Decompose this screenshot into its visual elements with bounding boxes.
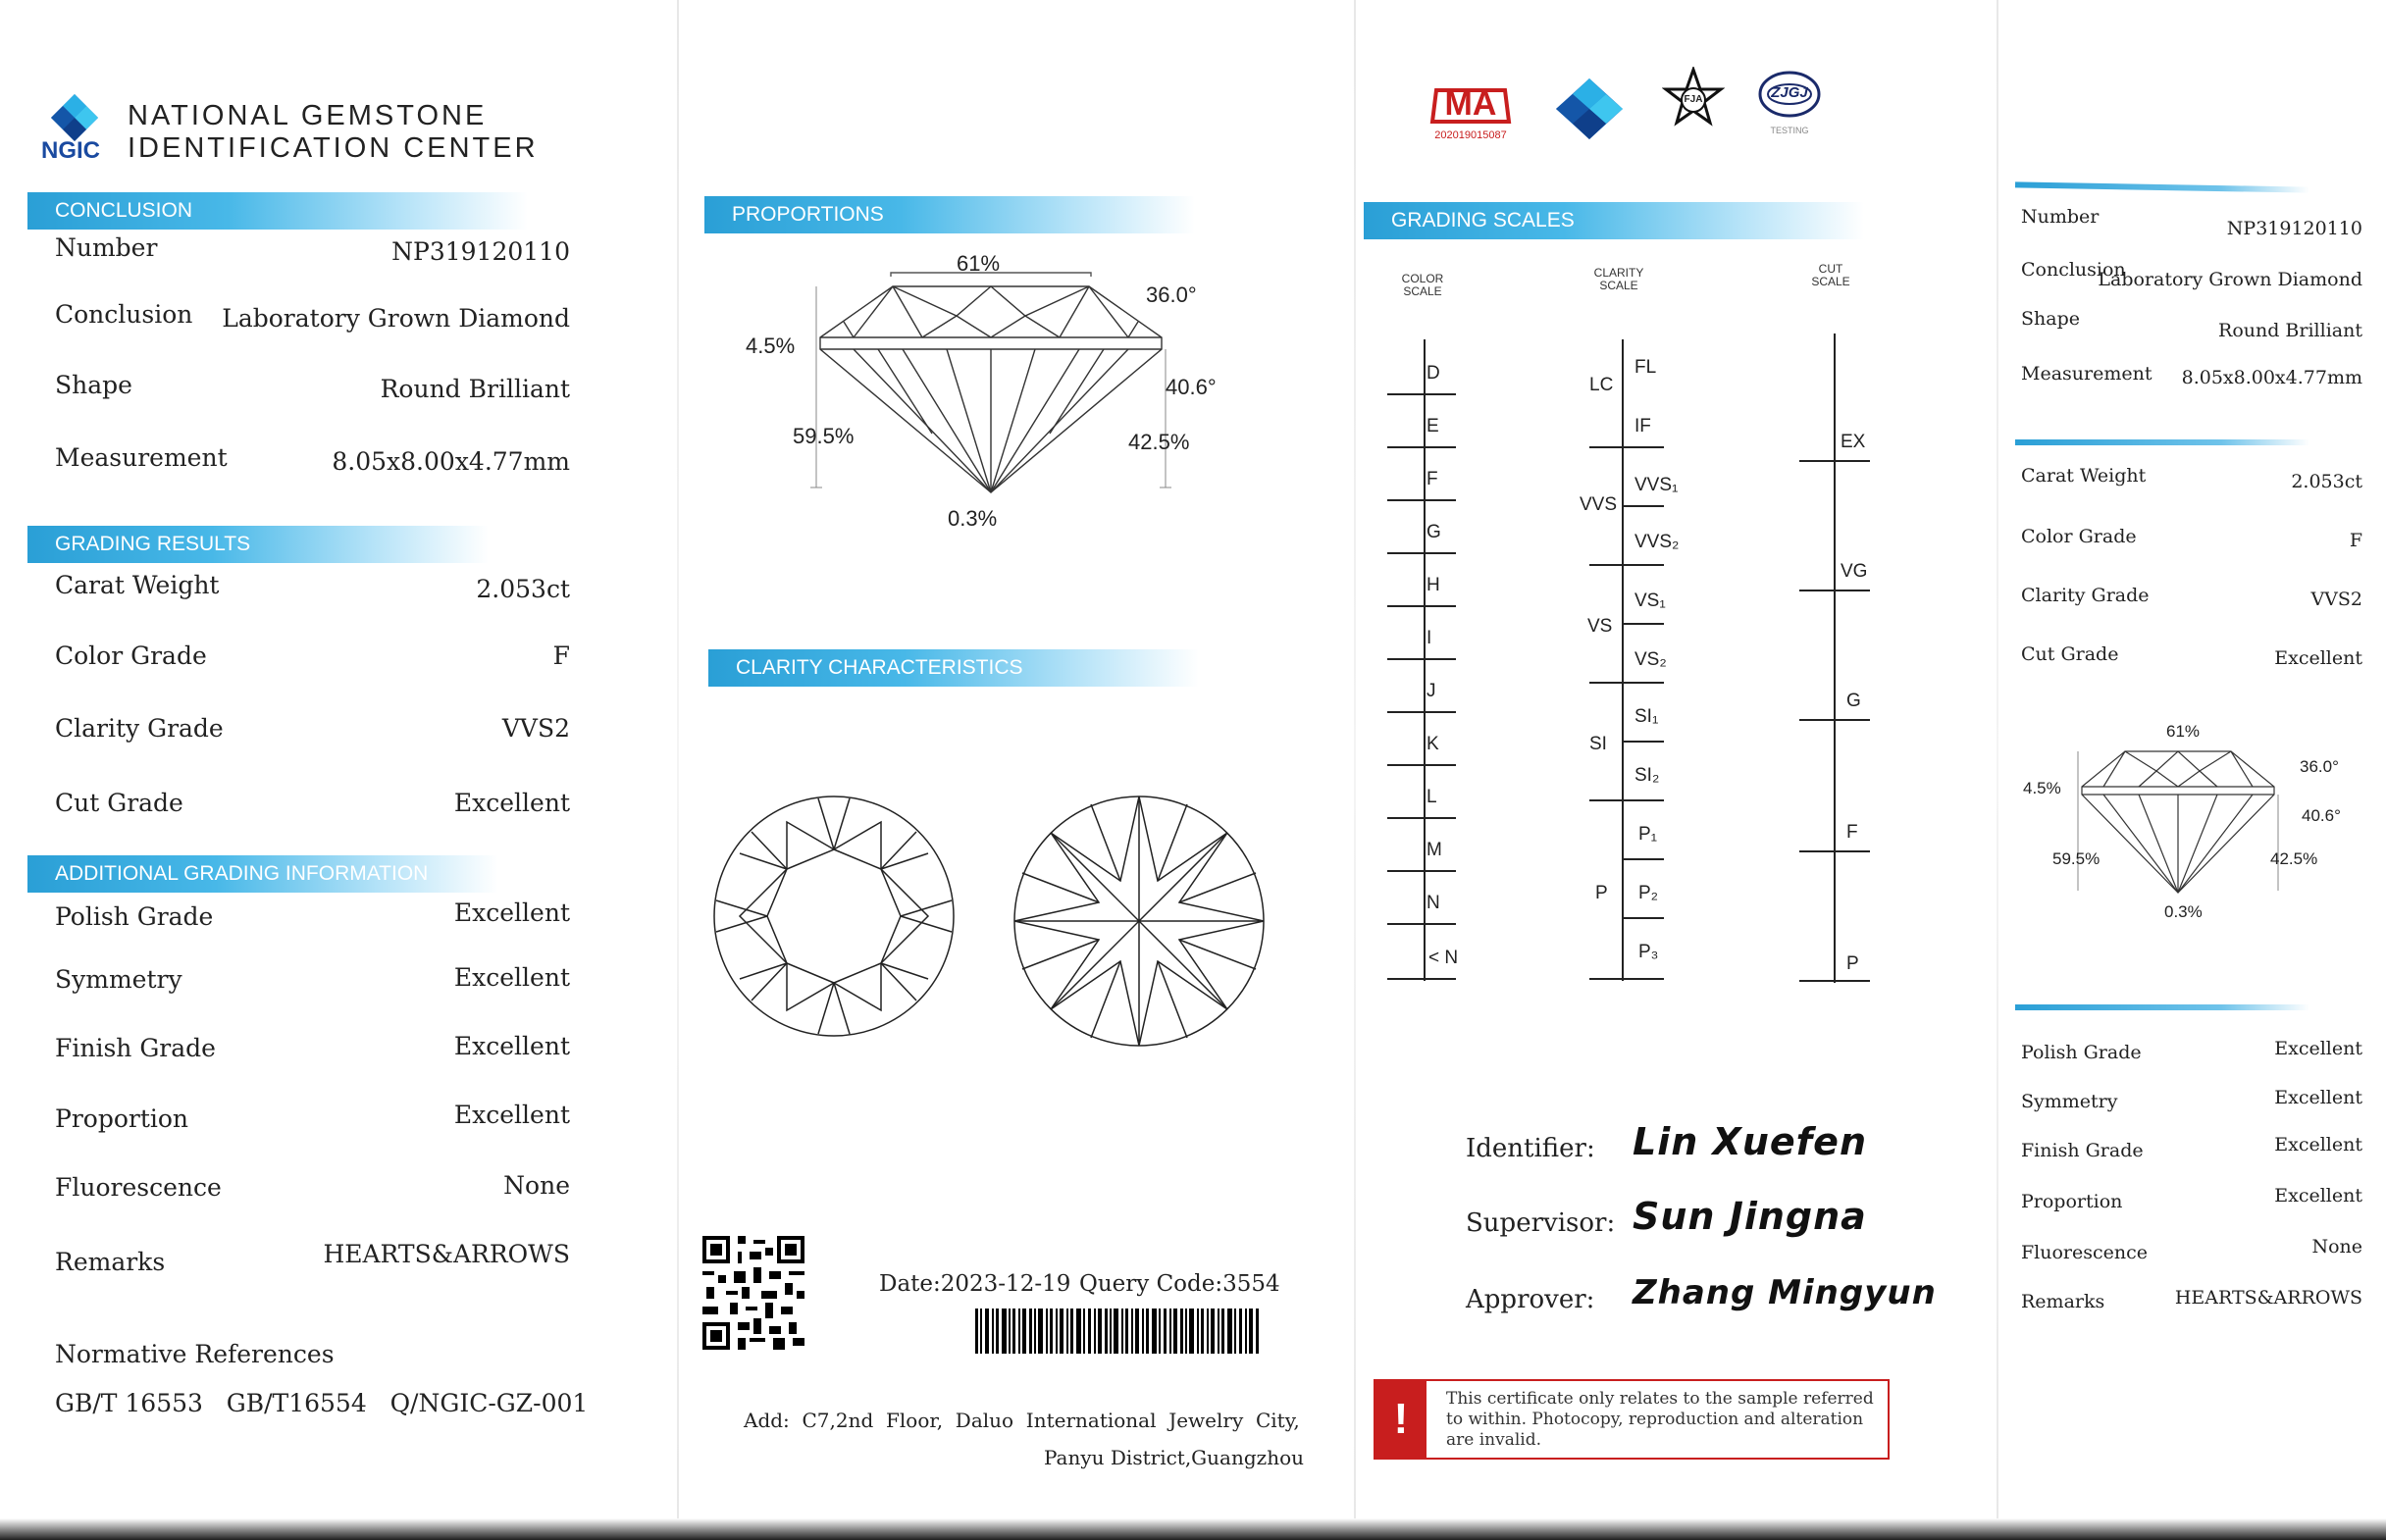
conclusion-row — [55, 233, 570, 273]
color-grade-g: G — [1426, 522, 1441, 542]
cut-scale-title: CUT SCALE — [1811, 262, 1850, 288]
zjgj-sub: TESTING — [1770, 126, 1809, 135]
org-name-line1: NATIONAL GEMSTONE — [128, 100, 488, 131]
identifier-signature: Lin Xuefen — [1633, 1120, 1868, 1163]
clarity-grade-fl: FL — [1634, 357, 1657, 378]
clarity-grade-si2: SI₂ — [1634, 765, 1660, 786]
row-label: Cut Grade — [55, 789, 183, 817]
summary-divider — [2015, 181, 2309, 192]
clarity-grade-vvs1: VVS₁ — [1634, 475, 1679, 495]
row-value: Excellent — [453, 898, 570, 927]
grading-row — [55, 789, 570, 828]
summary-table-percent: 61% — [2166, 722, 2201, 741]
color-scale-title: COLOR SCALE — [1401, 272, 1444, 298]
color-grade-e: E — [1426, 416, 1439, 436]
summary-pavilion-depth: 42.5% — [2270, 849, 2318, 868]
disclaimer-text: This certificate only relates to the sample referred to within. Photocopy, reproduction and alteration are invalid. — [1446, 1389, 1874, 1450]
row-value: HEARTS&ARROWS — [323, 1240, 570, 1268]
row-value: Excellent — [2274, 1087, 2362, 1108]
ngic-badge-icon — [1554, 77, 1625, 141]
row-label: Color Grade — [55, 642, 207, 670]
additional-row — [55, 1240, 570, 1287]
row-label: Number — [55, 233, 158, 262]
pavilion-plot-diagram — [1011, 793, 1268, 1050]
summary-crown-angle: 36.0° — [2300, 757, 2339, 776]
identifier-label: Identifier: — [1466, 1134, 1595, 1163]
address-line2: Panyu District,Guangzhou — [1044, 1446, 1304, 1469]
row-label: Remarks — [2021, 1291, 2105, 1312]
row-value: VVS2 — [2310, 589, 2362, 610]
clarity-grade-vs1: VS₁ — [1634, 590, 1666, 611]
row-value: Excellent — [2274, 1134, 2362, 1155]
color-grade-f: F — [1426, 469, 1438, 489]
crown-height: 4.5% — [746, 334, 796, 358]
culet: 0.3% — [948, 506, 998, 531]
summary-pavilion-angle: 40.6° — [2302, 806, 2341, 825]
color-grade-j: J — [1426, 681, 1436, 701]
fja-letters: FJA — [1684, 94, 1703, 105]
cut-grade-p: P — [1846, 953, 1859, 974]
row-label: Polish Grade — [55, 902, 214, 931]
disclaimer-box — [1374, 1379, 1890, 1460]
row-label: Clarity Grade — [55, 714, 224, 743]
cut-grade-g: G — [1846, 691, 1861, 711]
summary-row — [2021, 1038, 2362, 1069]
fold-line — [1354, 0, 1356, 1540]
summary-crown-height: 4.5% — [2023, 779, 2061, 797]
crown-plot-diagram — [710, 793, 958, 1040]
additional-banner: ADDITIONAL GRADING INFORMATION — [27, 855, 498, 893]
row-value: Round Brilliant — [2218, 320, 2362, 341]
ngic-abbr: NGIC — [41, 137, 100, 164]
clarity-group-vs: VS — [1587, 616, 1613, 637]
row-value: 2.053ct — [2291, 471, 2362, 492]
row-value: Excellent — [453, 1101, 570, 1129]
row-label: Cut Grade — [2021, 643, 2119, 665]
fold-line — [677, 0, 679, 1540]
row-label: Shape — [55, 371, 132, 399]
row-value: NP319120110 — [2226, 218, 2362, 239]
summary-row — [2021, 308, 2362, 341]
row-label: Carat Weight — [2021, 465, 2147, 487]
bottom-edge — [0, 1518, 2386, 1540]
crown-angle: 36.0° — [1146, 282, 1197, 307]
row-value: Excellent — [2274, 1038, 2362, 1059]
row-label: Shape — [2021, 308, 2080, 330]
row-label: Color Grade — [2021, 526, 2137, 547]
qr-code-icon — [702, 1236, 804, 1350]
additional-row — [55, 965, 570, 1004]
row-label: Conclusion — [55, 300, 193, 329]
cma-number: 202019015087 — [1434, 129, 1507, 141]
row-value: VVS2 — [501, 714, 570, 743]
clarity-grade-p3: P₃ — [1638, 942, 1659, 962]
normative-title: Normative References — [55, 1340, 335, 1368]
row-value: Round Brilliant — [380, 375, 570, 403]
fold-line — [1997, 0, 1998, 1540]
summary-row — [2021, 1087, 2362, 1118]
color-grade-m: M — [1426, 840, 1442, 860]
summary-divider — [2015, 1004, 2309, 1010]
color-grade-n: N — [1426, 893, 1440, 913]
summary-culet: 0.3% — [2164, 902, 2203, 921]
additional-row — [55, 1173, 570, 1212]
cma-letters: MA — [1444, 85, 1497, 123]
row-value: Excellent — [453, 963, 570, 992]
row-label: Fluorescence — [55, 1173, 222, 1202]
summary-row — [2021, 206, 2362, 239]
row-value: None — [2311, 1236, 2362, 1258]
row-label: Polish Grade — [2021, 1042, 2142, 1063]
summary-row — [2021, 643, 2362, 671]
row-label: Proportion — [55, 1104, 189, 1133]
row-label: Clarity Grade — [2021, 585, 2150, 606]
clarity-grade-si1: SI₁ — [1634, 706, 1659, 727]
cut-grade-f: F — [1846, 822, 1858, 843]
summary-row — [2021, 1287, 2362, 1318]
conclusion-row — [55, 300, 570, 339]
row-value: F — [2349, 530, 2362, 551]
grading-scales-banner: GRADING SCALES — [1364, 202, 1864, 239]
normative-refs: GB/T 16553 GB/T16554 Q/NGIC-GZ-001 — [55, 1389, 589, 1417]
row-label: Symmetry — [2021, 1091, 2118, 1112]
row-label: Fluorescence — [2021, 1242, 2149, 1263]
row-value: Excellent — [453, 789, 570, 817]
summary-row — [2021, 465, 2362, 492]
additional-row — [55, 1101, 570, 1144]
ngic-logo-icon — [49, 92, 100, 143]
clarity-group-lc: LC — [1589, 375, 1614, 395]
color-scale — [1385, 339, 1464, 983]
row-label: Measurement — [55, 443, 228, 472]
row-label: Symmetry — [55, 965, 182, 994]
grading-row — [55, 714, 570, 753]
summary-proportions-diagram — [2060, 728, 2296, 904]
color-grade-k: K — [1426, 734, 1439, 754]
cut-grade-vg: VG — [1841, 561, 1868, 582]
clarity-group-vvs: VVS — [1580, 494, 1618, 515]
additional-row — [55, 898, 570, 942]
row-value: HEARTS&ARROWS — [2174, 1287, 2362, 1309]
barcode — [975, 1309, 1260, 1354]
conclusion-banner: CONCLUSION — [27, 192, 528, 230]
row-value: 8.05x8.00x4.77mm — [332, 447, 570, 476]
row-value: Laboratory Grown Diamond — [2098, 269, 2362, 290]
zjgj-badge — [1758, 69, 1821, 141]
clarity-group-p: P — [1595, 883, 1608, 903]
summary-total-depth: 59.5% — [2052, 849, 2101, 868]
row-label: Remarks — [55, 1248, 166, 1276]
row-label: Measurement — [2021, 363, 2153, 385]
summary-divider — [2015, 439, 2309, 445]
summary-row — [2021, 1236, 2362, 1269]
supervisor-label: Supervisor: — [1466, 1208, 1616, 1238]
report-date: Date:2023-12-19 — [879, 1271, 1071, 1297]
summary-row — [2021, 585, 2362, 612]
row-value: 2.053ct — [476, 575, 570, 603]
color-grade-below-n: < N — [1428, 948, 1459, 968]
cut-grade-ex: EX — [1841, 432, 1866, 452]
proportions-banner: PROPORTIONS — [704, 196, 1195, 233]
pavilion-depth: 42.5% — [1128, 430, 1190, 454]
approver-signature: Zhang Mingyun — [1633, 1273, 1937, 1312]
clarity-characteristics-banner: CLARITY CHARACTERISTICS — [708, 649, 1199, 687]
table-percent: 61% — [957, 251, 1001, 276]
row-label: Conclusion — [2021, 259, 2126, 281]
grading-row — [55, 571, 570, 610]
query-code: Query Code:3554 — [1079, 1271, 1280, 1297]
conclusion-row — [55, 371, 570, 410]
pavilion-angle: 40.6° — [1166, 375, 1217, 399]
fja-badge — [1662, 67, 1725, 129]
color-grade-i: I — [1426, 628, 1432, 648]
row-value: Laboratory Grown Diamond — [222, 304, 570, 333]
zjgj-letters: ZJGJ — [1771, 84, 1808, 101]
clarity-group-si: SI — [1589, 734, 1607, 754]
row-value: F — [552, 642, 570, 670]
clarity-scale-title: CLARITY SCALE — [1593, 266, 1644, 292]
clarity-grade-if: IF — [1634, 416, 1651, 436]
warning-icon: ! — [1375, 1381, 1426, 1458]
row-value: 8.05x8.00x4.77mm — [2181, 367, 2362, 388]
cma-badge — [1426, 82, 1515, 145]
color-grade-h: H — [1426, 575, 1440, 595]
summary-row — [2021, 526, 2362, 553]
additional-row — [55, 1034, 570, 1073]
color-grade-d: D — [1426, 363, 1440, 384]
summary-row — [2021, 259, 2362, 290]
summary-row — [2021, 1185, 2362, 1218]
approver-label: Approver: — [1466, 1285, 1595, 1314]
row-value: Excellent — [453, 1032, 570, 1060]
total-depth: 59.5% — [793, 424, 855, 448]
row-value: NP319120110 — [391, 237, 570, 266]
grading-row — [55, 642, 570, 681]
row-value: Excellent — [2274, 647, 2362, 669]
row-value: None — [503, 1171, 570, 1200]
supervisor-signature: Sun Jingna — [1633, 1195, 1867, 1238]
org-name-line2: IDENTIFICATION CENTER — [128, 132, 539, 164]
clarity-grade-vvs2: VVS₂ — [1634, 532, 1680, 552]
row-label: Finish Grade — [55, 1034, 216, 1062]
summary-row — [2021, 1134, 2362, 1167]
row-label: Number — [2021, 206, 2100, 228]
row-label: Carat Weight — [55, 571, 220, 599]
clarity-grade-p2: P₂ — [1638, 883, 1659, 903]
clarity-grade-vs2: VS₂ — [1634, 649, 1667, 670]
summary-row — [2021, 363, 2362, 390]
color-grade-l: L — [1426, 787, 1437, 807]
row-value: Excellent — [2274, 1185, 2362, 1206]
row-label: Proportion — [2021, 1191, 2123, 1212]
address-line1: Add: C7,2nd Floor, Daluo International Jewelry City, — [744, 1409, 1300, 1432]
clarity-grade-p1: P₁ — [1638, 824, 1658, 845]
row-label: Finish Grade — [2021, 1140, 2144, 1161]
conclusion-row — [55, 443, 570, 483]
grading-results-banner: GRADING RESULTS — [27, 526, 489, 563]
